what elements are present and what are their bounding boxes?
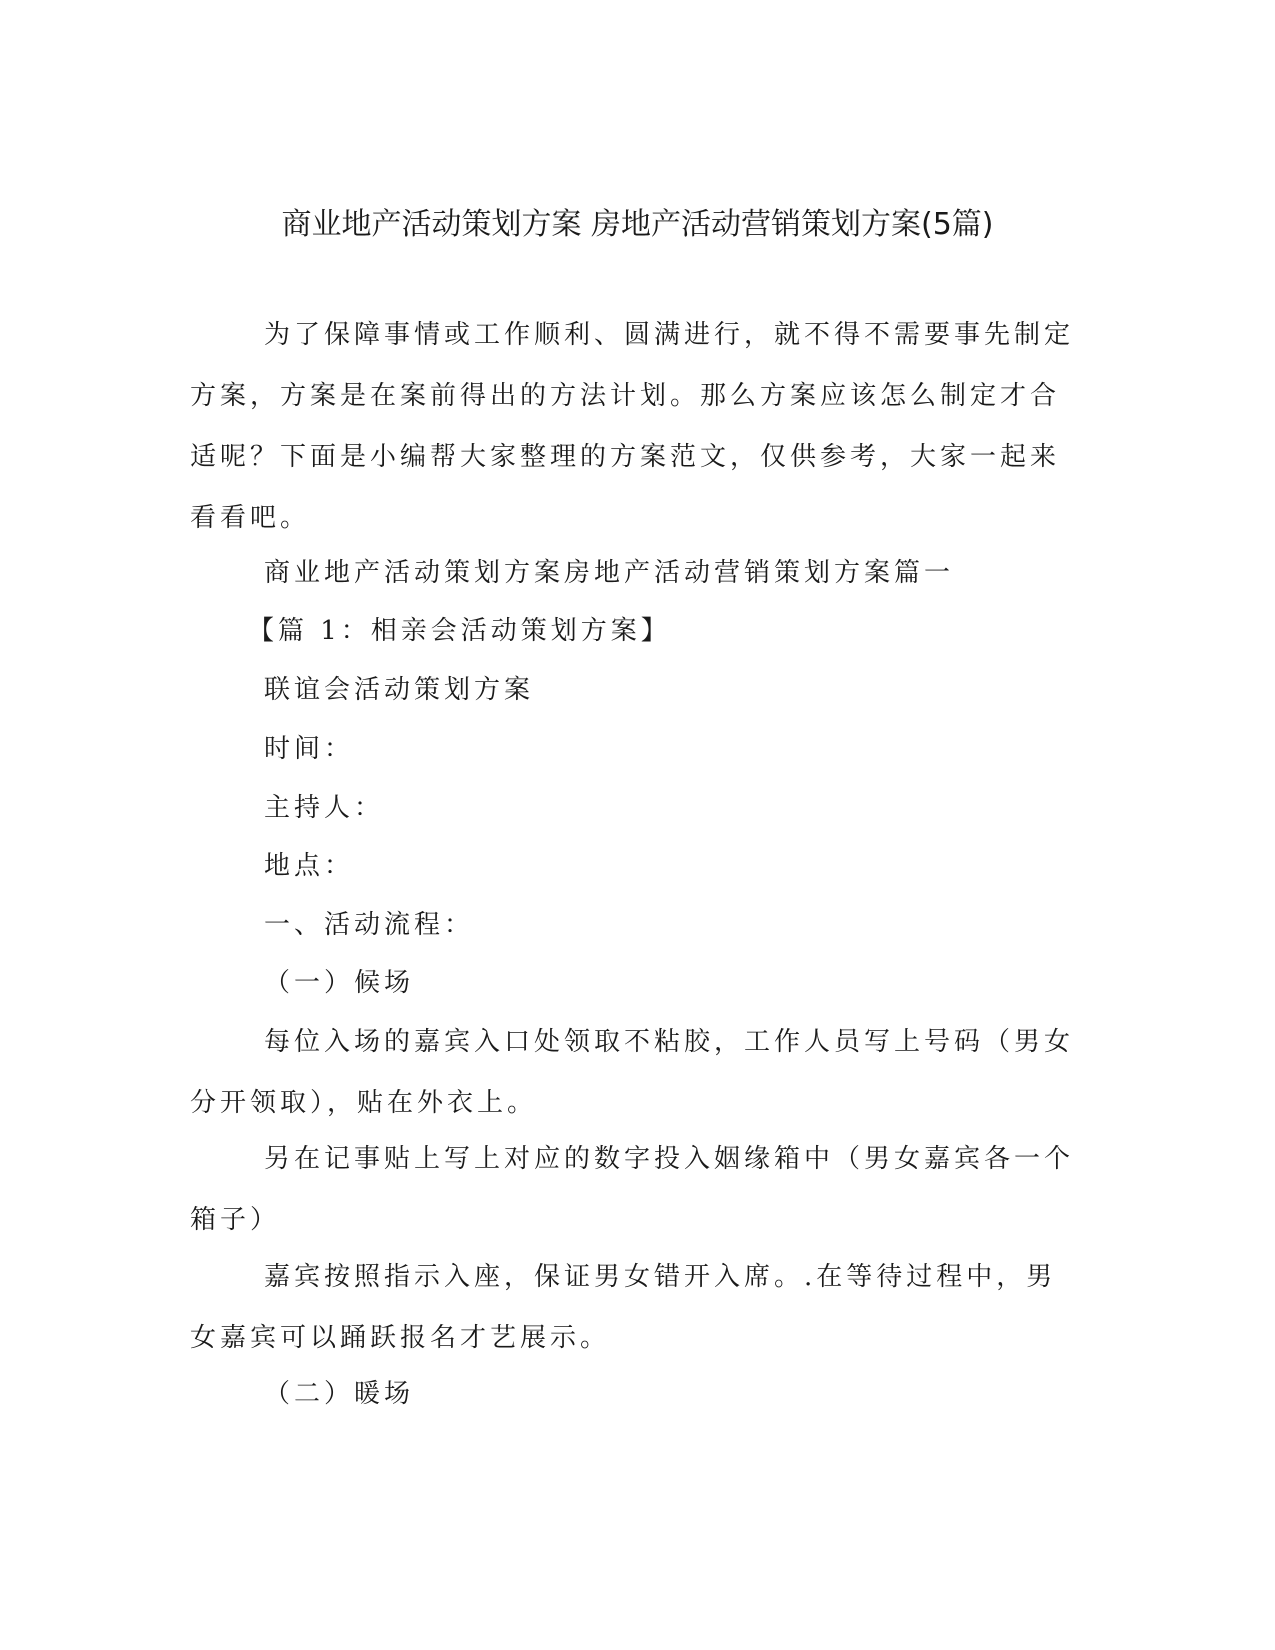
host-label: 主持人： — [264, 793, 385, 823]
article-label: 【篇 1：相亲会活动策划方案】 — [248, 616, 671, 646]
step1-paragraph-2: 另在记事贴上写上对应的数字投入姻缘箱中（男女嘉宾各一个箱子） — [190, 1144, 1075, 1235]
flow-heading: 一、活动流程： — [264, 910, 475, 940]
plan-title: 联谊会活动策划方案 — [264, 675, 535, 705]
intro-paragraph-block — [190, 305, 1085, 549]
place-label: 地点： — [264, 851, 355, 881]
section-heading: 商业地产活动策划方案房地产活动营销策划方案篇一 — [264, 558, 955, 588]
step1-paragraph-1: 每位入场的嘉宾入口处领取不粘胶，工作人员写上号码（男女分开领取），贴在外衣上。 — [190, 1027, 1075, 1118]
document-title: 商业地产活动策划方案 房地产活动营销策划方案(5篇) — [281, 207, 994, 242]
step1-heading: （一）候场 — [264, 968, 415, 998]
step1-paragraph-3: 嘉宾按照指示入座，保证男女错开入席。.在等待过程中，男女嘉宾可以踊跃报名才艺展示。 — [190, 1262, 1057, 1353]
step2-heading: （二）暖场 — [264, 1379, 415, 1409]
time-label: 时间： — [264, 734, 355, 764]
step1-paragraph-3-block — [190, 1247, 1085, 1369]
step1-paragraph-2-block — [190, 1129, 1085, 1251]
step1-paragraph-1-block — [190, 1012, 1085, 1134]
intro-paragraph: 为了保障事情或工作顺利、圆满进行，就不得不需要事先制定方案，方案是在案前得出的方法计划。那么方案应该怎么制定才合适呢？下面是小编帮大家整理的方案范文，仅供参考，大家一起来看看吧。 — [190, 320, 1075, 533]
